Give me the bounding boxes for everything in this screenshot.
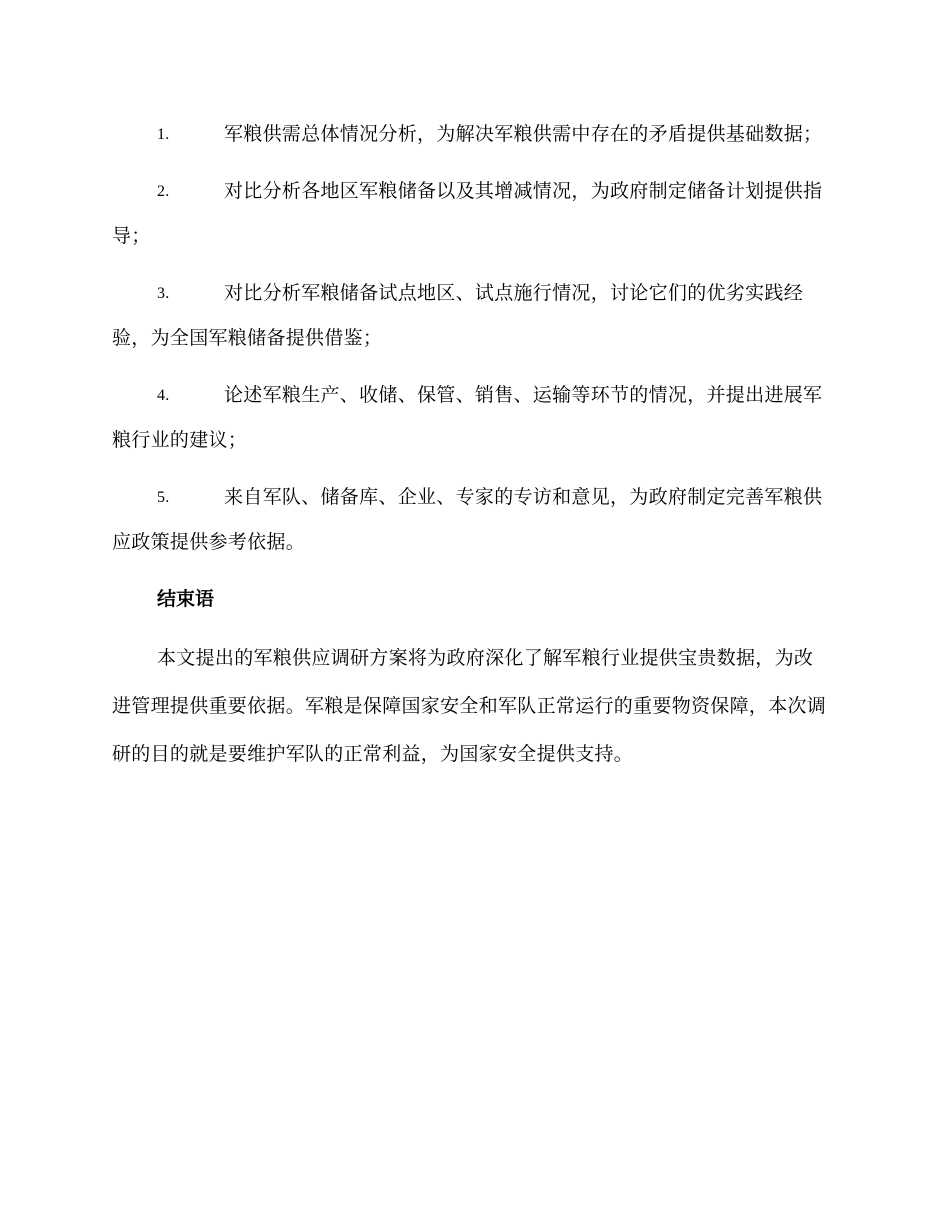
list-number: 4.: [157, 387, 170, 404]
conclusion-paragraph: 本文提出的军粮供应调研方案将为政府深化了解军粮行业提供宝贵数据，为改进管理提供重要依据。军粮是保障国家安全和军队正常运行的重要物资保障，本次调研的目的就是要维护军队的正常利益，为国家安全提供支持。: [112, 647, 827, 765]
list-text: 对比分析军粮储备试点地区、试点施行情况，讨论它们的优劣实践经验，为全国军粮储备提供借鉴；: [112, 282, 804, 349]
list-text: 对比分析各地区军粮储备以及其增减情况，为政府制定储备计划提供指导；: [112, 180, 823, 247]
list-number: 5.: [157, 489, 170, 506]
list-item: [112, 169, 832, 259]
conclusion-heading: 结束语: [157, 588, 215, 610]
list-text: 来自军队、储备库、企业、专家的专访和意见，为政府制定完善军粮供应政策提供参考依据。: [112, 486, 823, 553]
list-item: [112, 373, 832, 463]
list-item: [112, 271, 832, 361]
list-item: [112, 475, 832, 565]
list-text: 论述军粮生产、收储、保管、销售、运输等环节的情况，并提出进展军粮行业的建议；: [112, 384, 823, 451]
list-number: 3.: [157, 285, 170, 302]
document-page: [112, 112, 832, 778]
list-number: 1.: [157, 126, 170, 143]
list-text: 军粮供需总体情况分析，为解决军粮供需中存在的矛盾提供基础数据；: [224, 123, 823, 145]
list-number: 2.: [157, 183, 170, 200]
list-item: [112, 112, 832, 157]
